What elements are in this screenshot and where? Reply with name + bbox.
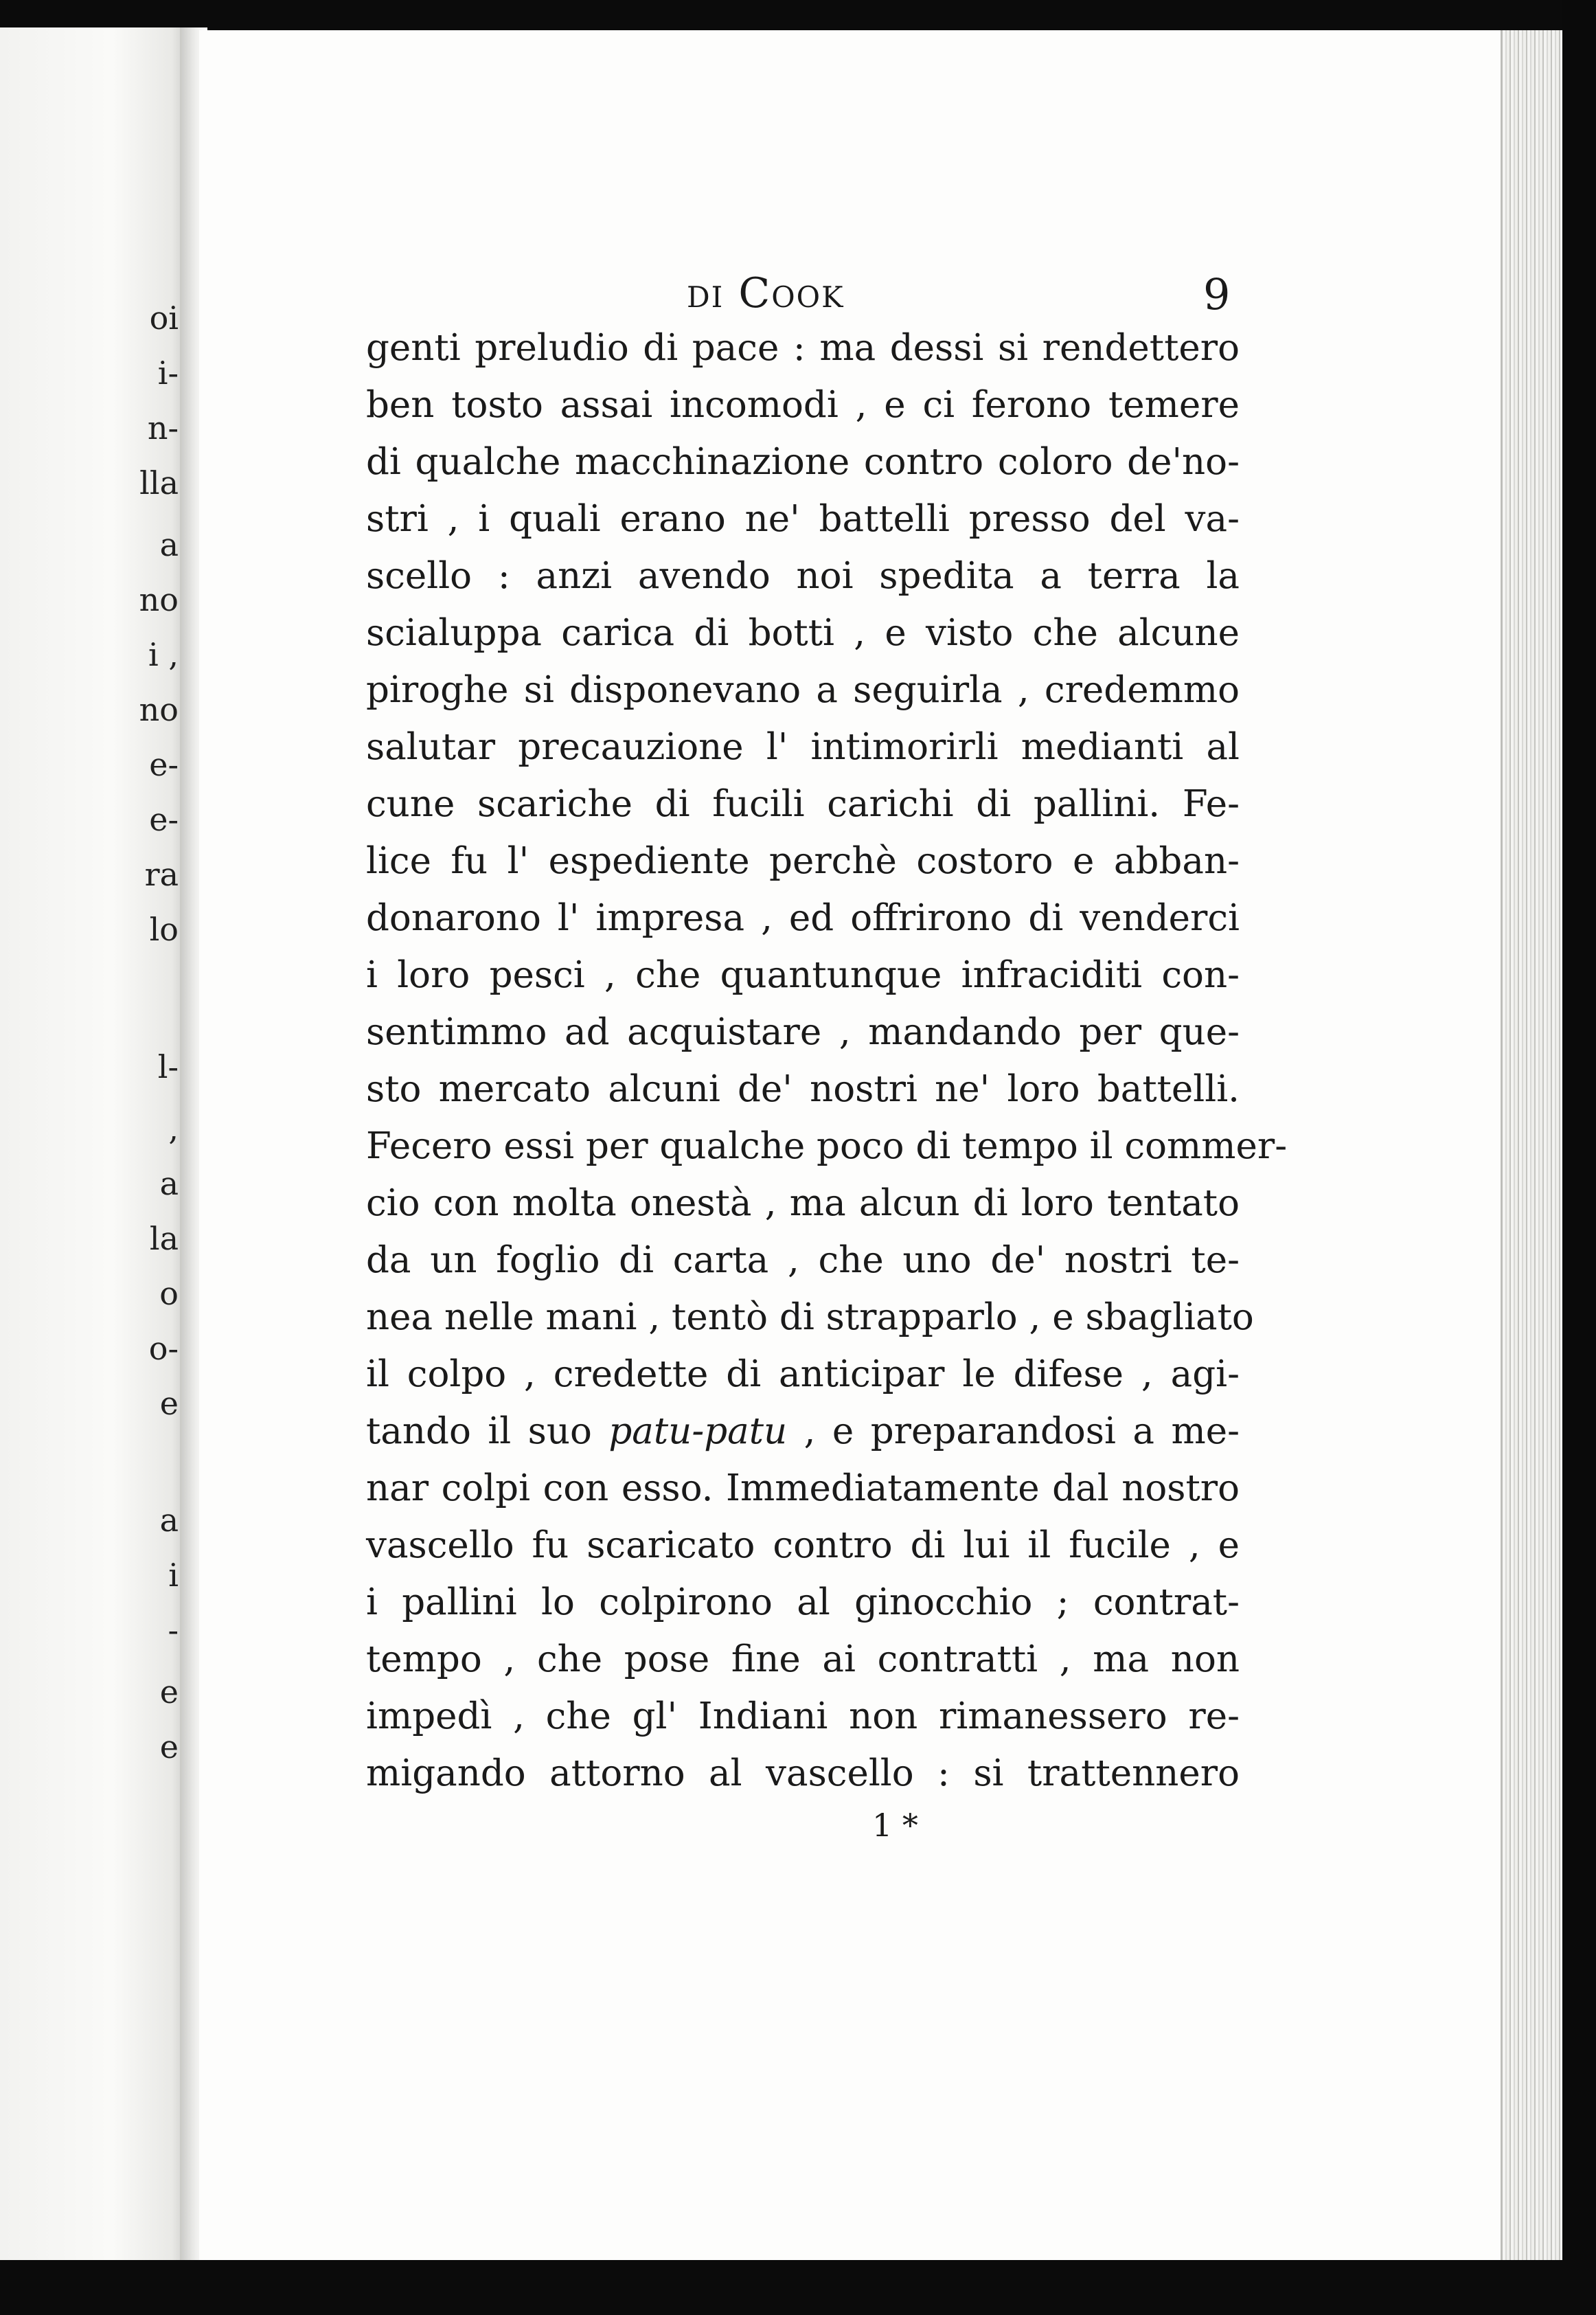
left-page-fragment: a xyxy=(159,526,179,563)
text-line: da un foglio di carta , che uno de' nostri te- xyxy=(366,1239,1240,1281)
left-page-fragment: lo xyxy=(149,911,179,948)
left-page-fragment: no xyxy=(139,691,179,728)
text-line: genti preludio di pace : ma dessi si rendettero xyxy=(366,327,1240,369)
left-page-fragment: l- xyxy=(157,1048,179,1085)
text-line: scialuppa carica di botti , e visto che alcune xyxy=(366,612,1240,654)
left-page xyxy=(0,27,187,2260)
text-line: lice fu l' espediente perchè costoro e abban- xyxy=(366,840,1240,882)
left-page-fragment: e- xyxy=(149,801,179,838)
left-page-fragment: , xyxy=(168,1110,179,1147)
text-line: nea nelle mani , tentò di strapparlo , e sbagliato xyxy=(366,1296,1254,1338)
page-number: 9 xyxy=(1203,269,1231,319)
left-page-fragment: o xyxy=(159,1275,179,1312)
text-line: scello : anzi avendo noi spedita a terra la xyxy=(366,555,1240,597)
text-line: donarono l' impresa , ed offrirono di venderci xyxy=(366,897,1240,939)
text-line: vascello fu scaricato contro di lui il fucile , e xyxy=(366,1524,1240,1566)
left-page-fragment: i xyxy=(168,1557,179,1594)
text-line: Fecero essi per qualche poco di tempo il commer- xyxy=(366,1125,1288,1167)
left-page-fragment: o- xyxy=(148,1330,179,1367)
text-line: cio con molta onestà , ma alcun di loro tentato xyxy=(366,1182,1240,1224)
left-page-fragment: a xyxy=(159,1502,179,1539)
text-line: di qualche macchinazione contro coloro de'no- xyxy=(366,441,1240,483)
left-page-fragment: n- xyxy=(147,409,179,447)
text-span: tando il suo xyxy=(366,1410,609,1452)
left-page-fragment: la xyxy=(149,1220,179,1257)
text-line: impedì , che gl' Indiani non rimanessero re- xyxy=(366,1695,1240,1737)
text-span: , e preparandosi a me- xyxy=(787,1410,1240,1452)
left-page-fragment: ra xyxy=(144,856,179,893)
left-page-fragment: a xyxy=(159,1165,179,1202)
text-line: nar colpi con esso. Immediatamente dal nostro xyxy=(366,1467,1240,1509)
running-header: di Cook xyxy=(687,269,845,317)
text-line: ben tosto assai incomodi , e ci ferono temere xyxy=(366,384,1240,426)
left-page-fragment: i , xyxy=(148,636,179,673)
scan-right-border xyxy=(1562,0,1596,2315)
page-fore-edge xyxy=(1501,30,1564,2263)
left-page-fragment: e- xyxy=(149,746,179,783)
text-line: i loro pesci , che quantunque infraciditi con- xyxy=(366,954,1240,996)
left-page-fragment: e xyxy=(159,1728,179,1765)
scan-bottom-border xyxy=(0,2260,1596,2315)
text-line: il colpo , credette di anticipar le difese , agi- xyxy=(366,1353,1240,1395)
left-page-fragment: e xyxy=(159,1385,179,1422)
text-line: stri , i quali erano ne' battelli presso del va- xyxy=(366,498,1240,540)
text-line: sentimmo ad acquistare , mandando per que- xyxy=(366,1011,1240,1053)
text-line-with-italic xyxy=(366,1410,1240,1452)
signature-mark: 1 * xyxy=(872,1807,918,1844)
text-line: sto mercato alcuni de' nostri ne' loro battelli. xyxy=(366,1068,1240,1110)
italic-term: patu-patu xyxy=(608,1410,788,1452)
left-page-fragment: i- xyxy=(157,354,179,392)
left-page-fragment: e xyxy=(159,1673,179,1710)
text-line: cune scariche di fucili carichi di pallini. Fe- xyxy=(366,783,1240,825)
text-line: i pallini lo colpirono al ginocchio ; contrat- xyxy=(366,1581,1240,1623)
text-line: salutar precauzione l' intimorirli medianti al xyxy=(366,726,1240,768)
left-page-fragment: - xyxy=(168,1612,179,1649)
left-page-fragment: oi xyxy=(149,300,179,337)
left-page-fragment: no xyxy=(139,581,179,618)
left-page-fragment: lla xyxy=(139,464,179,501)
text-line: piroghe si disponevano a seguirla , credemmo xyxy=(366,669,1240,711)
text-line: migando attorno al vascello : si trattennero xyxy=(366,1752,1240,1794)
text-line: tempo , che pose fine ai contratti , ma non xyxy=(366,1638,1240,1680)
